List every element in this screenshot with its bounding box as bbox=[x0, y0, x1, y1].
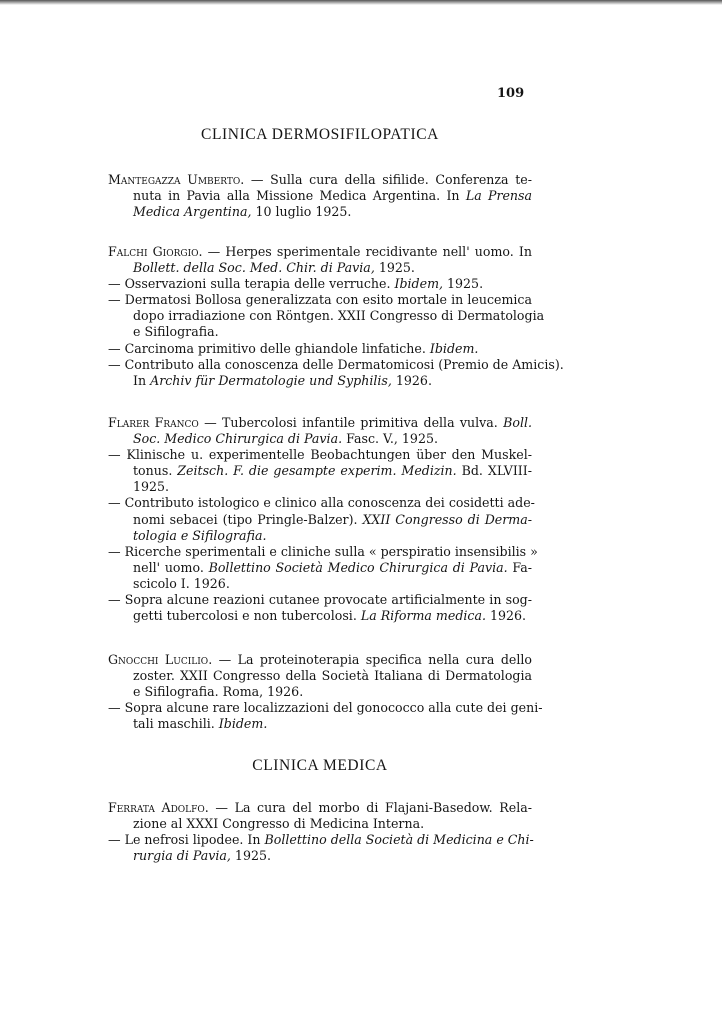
text-line bbox=[108, 543, 538, 560]
publication-title: Ibidem. bbox=[218, 716, 268, 732]
text-line bbox=[108, 324, 532, 340]
text-line bbox=[108, 341, 532, 357]
text-segment: — La cura del morbo di Flajani-Basedow. Rela- bbox=[208, 800, 532, 815]
text-line bbox=[108, 431, 532, 447]
text-segment: zione al XXXI Congresso di Medicina Interna. bbox=[133, 816, 425, 832]
text-segment: — Ricerche sperimentali e cliniche sulla « perspiratio insensibilis » bbox=[108, 543, 538, 559]
text-segment: 1926. bbox=[391, 372, 432, 388]
text-segment: Bd. XLVIII- bbox=[456, 463, 532, 479]
text-line bbox=[108, 592, 532, 608]
text-segment: nomi sebacei (tipo Pringle-Balzer). bbox=[133, 511, 363, 527]
text-line bbox=[108, 512, 532, 528]
text-line bbox=[108, 716, 532, 732]
text-segment: — Sopra alcune rare localizzazioni del gonococco alla cute dei geni- bbox=[108, 700, 543, 716]
bibliography-entry bbox=[108, 800, 532, 864]
text-segment: Fa- bbox=[507, 559, 532, 575]
author-name: Falchi Giorgio. bbox=[108, 244, 203, 259]
text-segment: nuta in Pavia alla Missione Medica Argentina. In bbox=[133, 188, 466, 204]
publication-title: Bollettino della Società di Medicina e Chi- bbox=[264, 832, 534, 848]
text-line bbox=[108, 800, 532, 816]
publication-title: Zeitsch. F. die gesampte experim. Medizin. bbox=[177, 463, 457, 479]
text-line bbox=[108, 848, 532, 864]
publication-title: tologia e Sifilografia. bbox=[133, 527, 267, 543]
text-line bbox=[108, 188, 532, 204]
text-line bbox=[108, 244, 532, 260]
bibliography-entry bbox=[108, 172, 532, 220]
publication-title: Soc. Medico Chirurgica di Pavia. bbox=[133, 431, 343, 447]
text-segment: In bbox=[133, 372, 151, 388]
publication-title: Bollett. della Soc. Med. Chir. di Pavia, bbox=[133, 260, 375, 276]
text-segment: nell' uomo. bbox=[133, 559, 209, 575]
text-segment: e Sifilografia. Roma, 1926. bbox=[133, 684, 304, 700]
text-segment: tonus. bbox=[133, 463, 178, 479]
text-segment: scicolo I. 1926. bbox=[133, 575, 230, 591]
bibliography-entry bbox=[108, 415, 538, 624]
publication-title: La Riforma medica. bbox=[360, 608, 486, 624]
text-segment: 1925. bbox=[133, 479, 170, 495]
text-line bbox=[108, 668, 532, 684]
text-segment: — Tubercolosi infantile primitiva della vulva. bbox=[198, 415, 504, 430]
publication-title: XXII Congresso di Derma- bbox=[362, 511, 532, 527]
text-segment: — Le nefrosi lipodee. In bbox=[108, 832, 265, 848]
text-line bbox=[108, 204, 532, 220]
text-segment: — La proteinoterapia specifica nella cura dello bbox=[212, 652, 532, 667]
text-segment: — Sulla cura della sifilide. Conferenza te- bbox=[244, 172, 533, 187]
text-segment: — Klinische u. experimentelle Beobachtungen über den Muskel- bbox=[108, 447, 532, 463]
text-line bbox=[108, 560, 532, 576]
text-segment: — Dermatosi Bollosa generalizzata con esito mortale in leucemica bbox=[108, 292, 532, 308]
text-segment: — Osservazioni sulla terapia delle verruche. bbox=[108, 276, 395, 292]
text-line bbox=[108, 292, 532, 308]
text-line bbox=[108, 816, 532, 832]
text-segment: e Sifilografia. bbox=[133, 324, 219, 340]
publication-title: Boll. bbox=[503, 415, 533, 430]
text-segment: dopo irradiazione con Röntgen. XXII Congresso di Dermatologia bbox=[133, 308, 545, 324]
section-heading-medica: CLINICA MEDICA bbox=[252, 757, 388, 774]
text-line bbox=[108, 528, 532, 544]
text-line bbox=[108, 576, 532, 592]
text-segment: Fasc. V., 1925. bbox=[342, 431, 438, 447]
publication-title: Bollettino Società Medico Chirurgica di Pavia. bbox=[208, 559, 508, 575]
page-number: 109 bbox=[497, 86, 525, 101]
text-line bbox=[108, 463, 532, 479]
scan-edge bbox=[0, 0, 722, 5]
text-segment: getti tubercolosi e non tubercolosi. bbox=[133, 608, 361, 624]
text-line bbox=[108, 700, 543, 716]
text-segment: zoster. XXII Congresso della Società Italiana di Dermatologia bbox=[133, 668, 532, 684]
text-segment: 1926. bbox=[485, 608, 527, 624]
text-line bbox=[108, 447, 532, 463]
author-name: Gnocchi Lucilio. bbox=[108, 652, 213, 667]
text-segment: tali maschili. bbox=[133, 716, 219, 732]
text-line bbox=[108, 276, 532, 292]
text-segment: 1925. bbox=[443, 276, 484, 292]
text-line bbox=[108, 260, 532, 276]
author-name: Mantegazza Umberto. bbox=[108, 172, 245, 187]
bibliography-entry bbox=[108, 244, 564, 389]
text-segment: — Herpes sperimentale recidivante nell' uomo. In bbox=[202, 244, 532, 259]
author-name: Ferrata Adolfo. bbox=[108, 800, 209, 815]
publication-title: Archiv für Dermatologie und Syphilis, bbox=[150, 372, 392, 388]
text-line bbox=[108, 684, 532, 700]
publication-title: Ibidem, bbox=[394, 276, 444, 292]
text-line bbox=[108, 308, 545, 324]
publication-title: La Prensa bbox=[465, 188, 533, 204]
text-line bbox=[108, 652, 532, 668]
text-segment: — Sopra alcune reazioni cutanee provocate artificialmente in sog- bbox=[108, 592, 532, 608]
text-segment: 10 luglio 1925. bbox=[251, 204, 352, 220]
text-segment: 1925. bbox=[374, 260, 415, 276]
publication-title: rurgia di Pavia, bbox=[133, 848, 231, 864]
text-line bbox=[108, 356, 564, 373]
text-line bbox=[108, 608, 532, 624]
author-name: Flarer Franco bbox=[108, 415, 199, 430]
publication-title: Ibidem. bbox=[429, 340, 479, 356]
text-line bbox=[108, 373, 532, 389]
text-line bbox=[108, 832, 532, 848]
text-line bbox=[108, 479, 532, 495]
text-segment: 1925. bbox=[230, 848, 271, 864]
text-line bbox=[108, 415, 532, 431]
text-line bbox=[108, 495, 535, 511]
publication-title: Medica Argentina, bbox=[133, 204, 252, 220]
text-line bbox=[108, 172, 532, 188]
text-segment: — Carcinoma primitivo delle ghiandole linfatiche. bbox=[108, 340, 430, 356]
text-segment: — Contributo alla conoscenza delle Dermatomicosi (Premio de Amicis). bbox=[108, 356, 564, 372]
bibliography-entry bbox=[108, 652, 543, 732]
section-heading-dermosifilopatica: CLINICA DERMOSIFILOPATICA bbox=[201, 126, 439, 143]
text-segment: — Contributo istologico e clinico alla conoscenza dei cosidetti ade- bbox=[108, 495, 535, 511]
